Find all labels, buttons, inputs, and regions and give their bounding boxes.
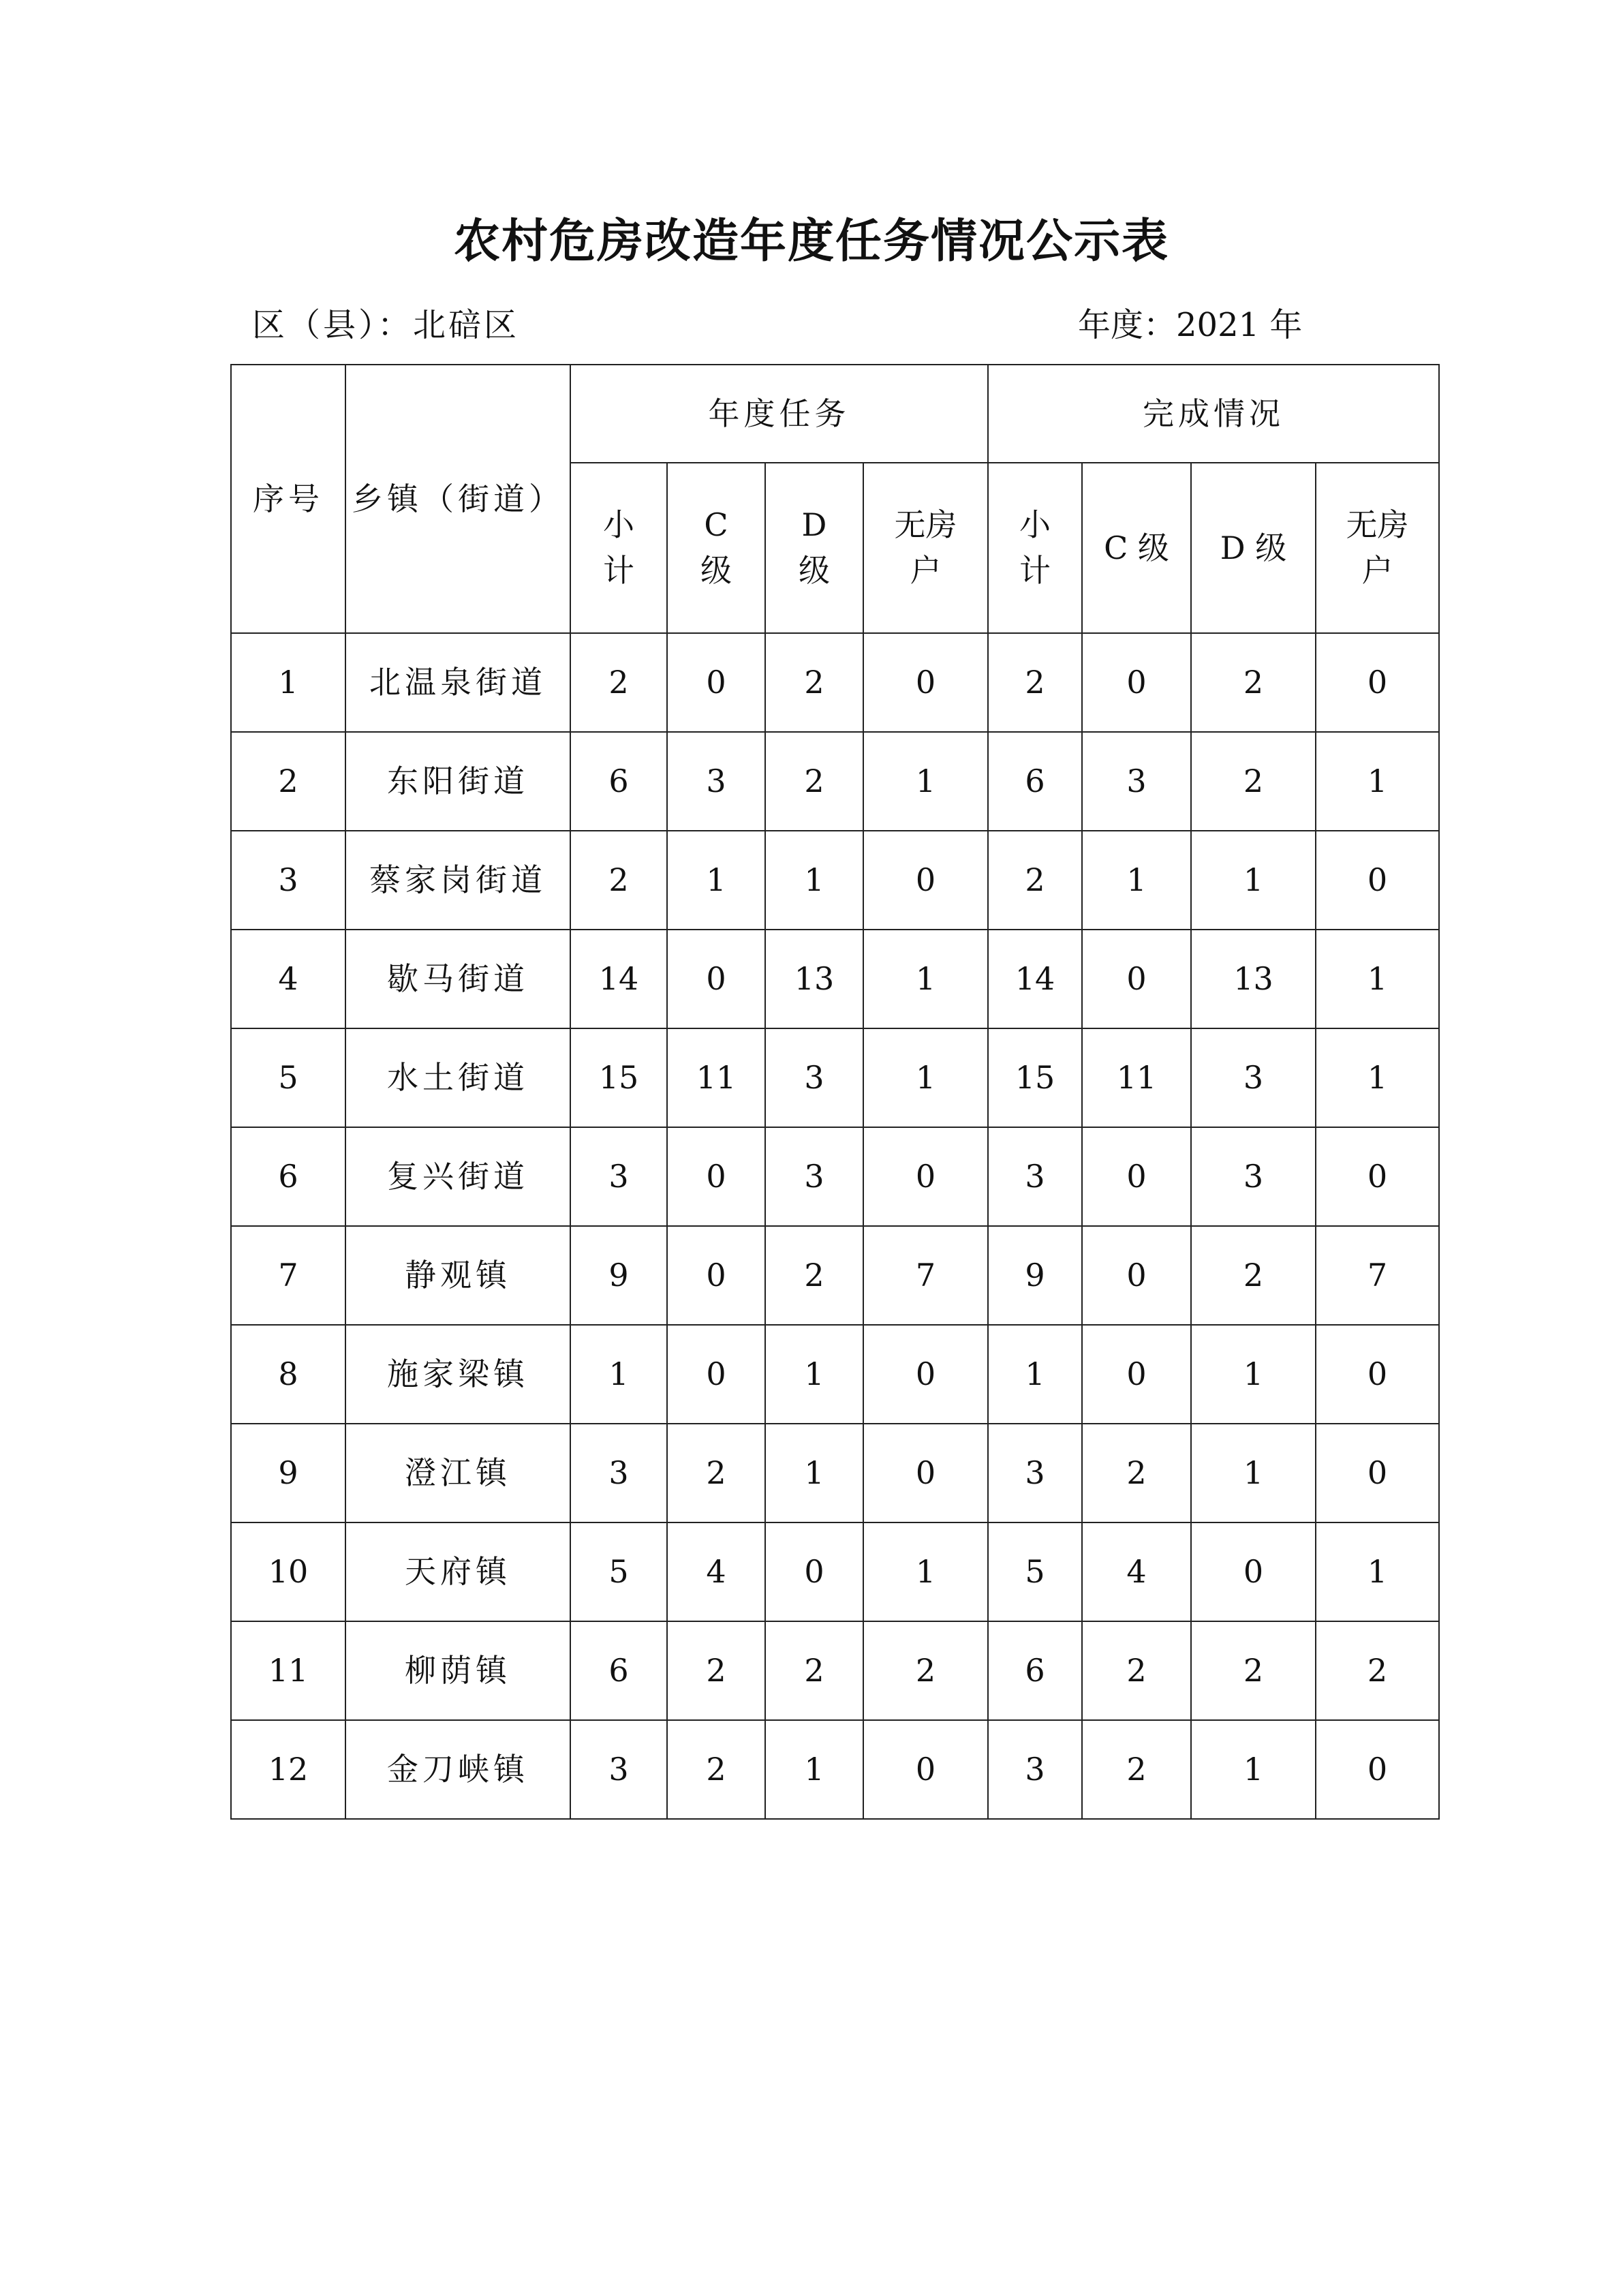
cell-value: 2 — [570, 831, 667, 930]
cell-value: 4 — [667, 1522, 765, 1621]
cell-seq: 1 — [231, 633, 345, 732]
header-line: 无房 — [1346, 506, 1409, 544]
cell-value: 3 — [570, 1720, 667, 1819]
cell-value: 2 — [863, 1621, 988, 1720]
cell-value: 1 — [1082, 831, 1191, 930]
cell-value: 0 — [1082, 633, 1191, 732]
table-body — [231, 365, 1439, 1819]
cell-value: 2 — [1191, 732, 1316, 831]
cell-value: 3 — [988, 1127, 1082, 1226]
cell-value: 5 — [570, 1522, 667, 1621]
header-task-subtotal — [570, 463, 667, 633]
cell-value: 2 — [1316, 1621, 1439, 1720]
cell-value: 11 — [1082, 1028, 1191, 1127]
cell-value: 3 — [1082, 732, 1191, 831]
cell-value: 1 — [667, 831, 765, 930]
table-row — [231, 732, 1439, 831]
cell-value: 1 — [1316, 1028, 1439, 1127]
cell-value: 6 — [988, 732, 1082, 831]
header-line: D — [801, 506, 827, 544]
cell-seq: 4 — [231, 930, 345, 1028]
header-task-c-level — [667, 463, 765, 633]
cell-value: 2 — [765, 1621, 863, 1720]
header-line: 小 — [603, 506, 634, 544]
cell-value: 2 — [667, 1621, 765, 1720]
cell-value: 1 — [988, 1325, 1082, 1424]
cell-value: 2 — [1191, 1621, 1316, 1720]
header-line: 小 — [1019, 506, 1051, 544]
header-line: 户 — [910, 552, 942, 589]
cell-town: 北温泉街道 — [345, 633, 570, 732]
cell-value: 6 — [988, 1621, 1082, 1720]
cell-value: 0 — [667, 633, 765, 732]
cell-seq: 8 — [231, 1325, 345, 1424]
table-row — [231, 1028, 1439, 1127]
cell-value: 3 — [765, 1028, 863, 1127]
cell-value: 13 — [1191, 930, 1316, 1028]
cell-value: 2 — [667, 1720, 765, 1819]
header-row-groups — [231, 365, 1439, 463]
cell-value: 1 — [1191, 1325, 1316, 1424]
cell-value: 9 — [570, 1226, 667, 1325]
cell-value: 2 — [765, 1226, 863, 1325]
cell-value: 14 — [570, 930, 667, 1028]
cell-value: 1 — [1316, 732, 1439, 831]
table-row — [231, 831, 1439, 930]
cell-value: 0 — [1082, 1127, 1191, 1226]
cell-value: 0 — [1316, 633, 1439, 732]
cell-value: 0 — [1316, 1720, 1439, 1819]
cell-seq: 7 — [231, 1226, 345, 1325]
cell-value: 3 — [765, 1127, 863, 1226]
cell-value: 14 — [988, 930, 1082, 1028]
cell-value: 1 — [765, 1424, 863, 1522]
cell-value: 0 — [765, 1522, 863, 1621]
cell-value: 2 — [1082, 1621, 1191, 1720]
cell-value: 1 — [1316, 1522, 1439, 1621]
cell-value: 0 — [1082, 930, 1191, 1028]
cell-seq: 5 — [231, 1028, 345, 1127]
cell-value: 2 — [1082, 1424, 1191, 1522]
cell-value: 7 — [863, 1226, 988, 1325]
cell-value: 0 — [863, 831, 988, 930]
cell-value: 1 — [1191, 1720, 1316, 1819]
cell-town: 蔡家岗街道 — [345, 831, 570, 930]
cell-town: 施家梁镇 — [345, 1325, 570, 1424]
cell-town: 澄江镇 — [345, 1424, 570, 1522]
cell-value: 15 — [570, 1028, 667, 1127]
cell-value: 9 — [988, 1226, 1082, 1325]
cell-town: 水土街道 — [345, 1028, 570, 1127]
cell-seq: 12 — [231, 1720, 345, 1819]
header-town: 乡镇（街道） — [345, 365, 570, 633]
table-row — [231, 1226, 1439, 1325]
header-done-c-level — [1082, 463, 1191, 633]
page-title: 农村危房改造年度任务情况公示表 — [453, 215, 1169, 269]
header-completion: 完成情况 — [988, 365, 1439, 463]
table-row — [231, 1127, 1439, 1226]
cell-value: 6 — [570, 1621, 667, 1720]
cell-seq: 9 — [231, 1424, 345, 1522]
header-line: C — [704, 506, 728, 544]
cell-town: 静观镇 — [345, 1226, 570, 1325]
cell-value: 0 — [1316, 1325, 1439, 1424]
header-line: 级 — [700, 552, 732, 589]
district-label: 区（县）：北碚区 — [252, 306, 520, 344]
cell-town: 金刀峡镇 — [345, 1720, 570, 1819]
header-line: C 级 — [1104, 529, 1169, 566]
header-line: 无房 — [894, 506, 957, 544]
cell-value: 0 — [1191, 1522, 1316, 1621]
cell-value: 0 — [863, 1325, 988, 1424]
cell-value: 7 — [1316, 1226, 1439, 1325]
cell-value: 11 — [667, 1028, 765, 1127]
cell-value: 3 — [570, 1424, 667, 1522]
cell-value: 15 — [988, 1028, 1082, 1127]
cell-seq: 6 — [231, 1127, 345, 1226]
cell-seq: 3 — [231, 831, 345, 930]
table-row — [231, 1621, 1439, 1720]
cell-town: 柳荫镇 — [345, 1621, 570, 1720]
header-line: 户 — [1361, 552, 1393, 589]
cell-value: 0 — [1082, 1226, 1191, 1325]
header-line: 计 — [1019, 552, 1051, 589]
header-done-subtotal — [988, 463, 1082, 633]
cell-value: 5 — [988, 1522, 1082, 1621]
header-line: 级 — [799, 552, 830, 589]
table-row — [231, 1325, 1439, 1424]
cell-value: 0 — [667, 1127, 765, 1226]
cell-value: 2 — [570, 633, 667, 732]
cell-town: 天府镇 — [345, 1522, 570, 1621]
cell-seq: 11 — [231, 1621, 345, 1720]
header-line: 计 — [603, 552, 634, 589]
cell-seq: 2 — [231, 732, 345, 831]
cell-value: 2 — [765, 633, 863, 732]
cell-value: 2 — [765, 732, 863, 831]
cell-value: 3 — [667, 732, 765, 831]
cell-value: 3 — [1191, 1127, 1316, 1226]
table-row — [231, 1522, 1439, 1621]
cell-value: 0 — [667, 930, 765, 1028]
year-label: 年度：2021 年 — [1078, 306, 1303, 344]
cell-town: 东阳街道 — [345, 732, 570, 831]
cell-value: 1 — [1316, 930, 1439, 1028]
header-task-no-house — [863, 463, 988, 633]
table-row — [231, 930, 1439, 1028]
cell-value: 0 — [863, 633, 988, 732]
header-line: D 级 — [1220, 529, 1287, 566]
cell-town: 歇马街道 — [345, 930, 570, 1028]
cell-value: 1 — [765, 831, 863, 930]
header-done-no-house — [1316, 463, 1439, 633]
cell-value: 0 — [1316, 1127, 1439, 1226]
cell-value: 3 — [988, 1424, 1082, 1522]
cell-town: 复兴街道 — [345, 1127, 570, 1226]
cell-value: 0 — [863, 1720, 988, 1819]
cell-value: 0 — [1082, 1325, 1191, 1424]
cell-value: 1 — [1191, 831, 1316, 930]
table-row — [231, 1720, 1439, 1819]
cell-value: 3 — [570, 1127, 667, 1226]
cell-value: 1 — [765, 1325, 863, 1424]
cell-value: 4 — [1082, 1522, 1191, 1621]
cell-value: 2 — [1191, 1226, 1316, 1325]
cell-value: 0 — [667, 1325, 765, 1424]
cell-value: 13 — [765, 930, 863, 1028]
cell-value: 0 — [1316, 831, 1439, 930]
cell-value: 2 — [988, 831, 1082, 930]
cell-value: 1 — [863, 930, 988, 1028]
task-table — [230, 364, 1440, 1820]
cell-value: 1 — [1191, 1424, 1316, 1522]
cell-value: 2 — [1191, 633, 1316, 732]
cell-value: 2 — [1082, 1720, 1191, 1819]
cell-value: 0 — [863, 1424, 988, 1522]
cell-value: 2 — [667, 1424, 765, 1522]
header-done-d-level — [1191, 463, 1316, 633]
cell-value: 6 — [570, 732, 667, 831]
cell-value: 0 — [667, 1226, 765, 1325]
cell-value: 3 — [1191, 1028, 1316, 1127]
header-task-d-level — [765, 463, 863, 633]
table-row — [231, 633, 1439, 732]
table-row — [231, 1424, 1439, 1522]
header-annual-task: 年度任务 — [570, 365, 988, 463]
cell-value: 2 — [988, 633, 1082, 732]
cell-value: 1 — [570, 1325, 667, 1424]
header-seq: 序号 — [231, 365, 345, 633]
cell-seq: 10 — [231, 1522, 345, 1621]
cell-value: 1 — [863, 732, 988, 831]
cell-value: 1 — [863, 1522, 988, 1621]
cell-value: 0 — [863, 1127, 988, 1226]
cell-value: 1 — [863, 1028, 988, 1127]
cell-value: 3 — [988, 1720, 1082, 1819]
cell-value: 0 — [1316, 1424, 1439, 1522]
cell-value: 1 — [765, 1720, 863, 1819]
